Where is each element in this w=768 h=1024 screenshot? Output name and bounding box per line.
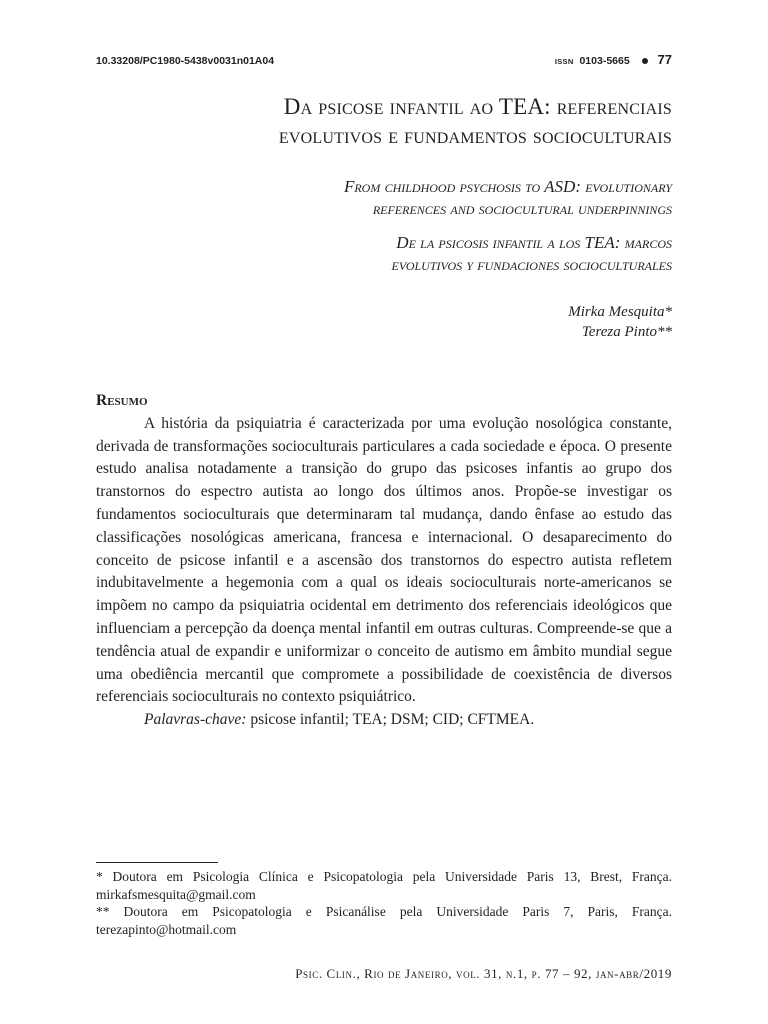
footnote-1: * Doutora em Psicologia Clínica e Psicopatologia pela Universidade Paris 13, Brest, França. mirkafsmesquita@gmail.com <box>96 869 672 902</box>
keywords-label: Palavras-chave: <box>144 711 247 729</box>
issn-number: 0103-5665 <box>579 55 630 67</box>
authors <box>568 302 672 342</box>
title-line-1: Da psicose infantil ao TEA: referenciais <box>283 94 672 119</box>
author-2: Tereza Pinto** <box>581 324 672 340</box>
issn-label: ISSN <box>554 57 574 66</box>
bullet-dot-icon <box>642 58 648 64</box>
abstract-heading: Resumo <box>96 392 148 409</box>
spanish-title-line-1: De la psicosis infantil a los TEA: marcos <box>396 233 672 252</box>
spanish-title-line-2: evolutivos y fundaciones socioculturales <box>391 255 672 274</box>
keywords-list: psicose infantil; TEA; DSM; CID; CFTMEA. <box>250 711 535 729</box>
footnotes <box>96 868 672 938</box>
keywords <box>96 709 672 732</box>
title-line-2: evolutivos e fundamentos socioculturais <box>278 123 672 148</box>
author-1: Mirka Mesquita* <box>568 304 672 320</box>
english-title-line-1: From childhood psychosis to ASD: evolutionary <box>343 177 672 196</box>
article-title <box>96 92 672 150</box>
page-number: 77 <box>657 52 672 67</box>
footnote-rule <box>96 862 218 863</box>
english-title <box>150 176 672 220</box>
abstract-body: A história da psiquiatria é caracterizada por uma evolução nosológica constante, derivada de transformações socioculturais particulares a cada sociedade e época. O presente estudo analisa notadamente a transição do grupo das psicoses infantis ao grupo dos transtornos do espectro autista ao longo dos últimos anos. Propõe-se investigar os fundamentos socioculturais que determinaram tal mudança, dando ênfase ao estudo das classificações nosológicas americana, francesa e internacional. O desaparecimento do conceito de psicose infantil e a ascensão dos transtornos do espectro autista refletem indubitavelmente a hegemonia com a qual os ideais socioculturais norte-americanos se impõem no campo da psiquiatria ocidental em detrimento dos referenciais ideológicos que influenciam a percepção da doença mental infantil em outras culturas. Compreende-se que a tendência atual de expandir e uniformizar o conceito de autismo em âmbito mundial segue uma obediência mercantil que compromete a possibilidade de coexistência de diversos referenciais socioculturais no contexto psiquiátrico. <box>96 414 672 706</box>
running-header <box>96 52 672 70</box>
english-title-line-2: references and sociocultural underpinnings <box>372 199 672 218</box>
journal-citation-footer: Psic. Clin., Rio de Janeiro, vol. 31, n.1, p. 77 – 92, jan-abr/2019 <box>295 966 672 981</box>
footnote-2: ** Doutora em Psicopatologia e Psicanálise pela Universidade Paris 7, Paris, França. terezapinto@hotmail.com <box>96 904 672 937</box>
doi: 10.33208/PC1980-5438v0031n01A04 <box>96 55 275 67</box>
abstract <box>96 390 672 732</box>
spanish-title <box>150 232 672 276</box>
issn-block <box>555 52 672 67</box>
